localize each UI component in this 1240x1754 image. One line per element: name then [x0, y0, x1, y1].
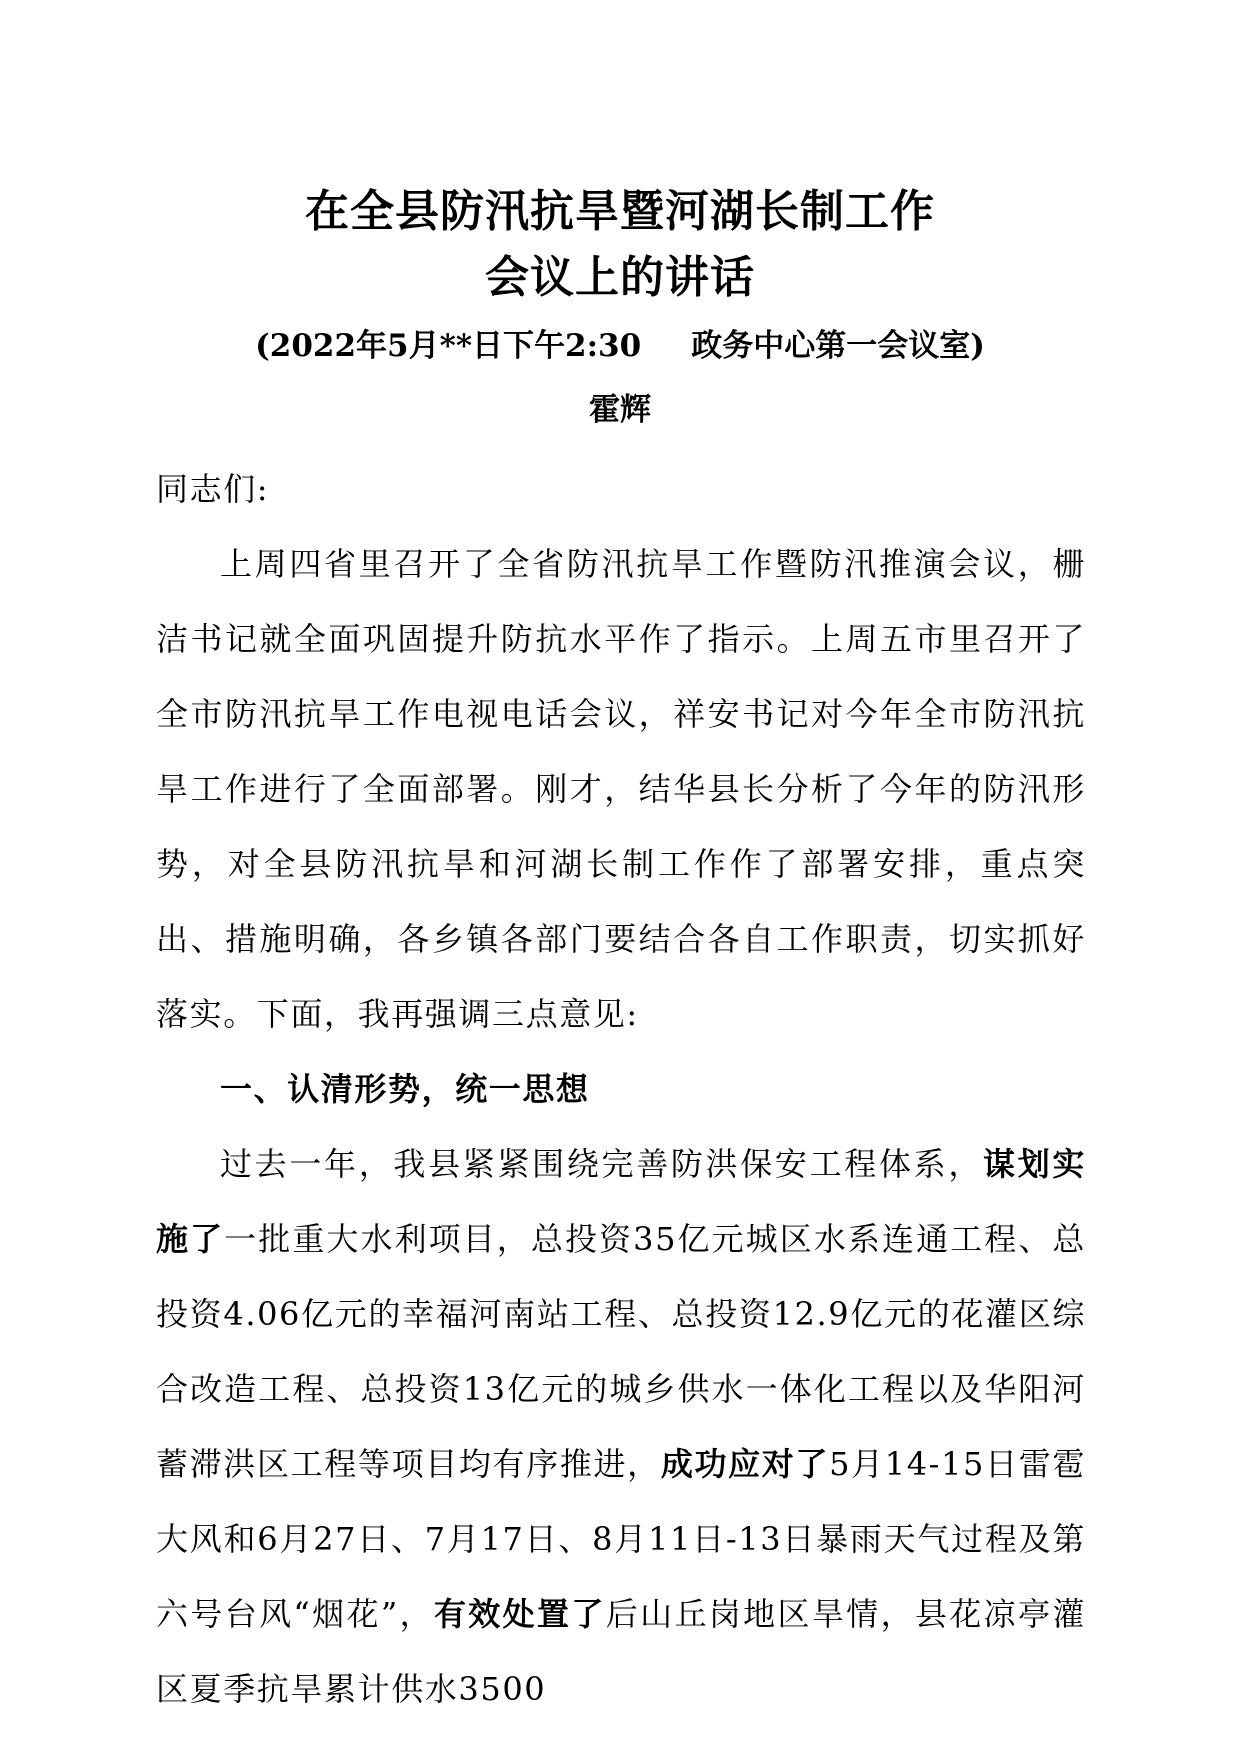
meeting-info: [0, 326, 1240, 366]
salutation: 同志们:: [156, 470, 270, 508]
section-heading-1: 一、认清形势，统一思想: [220, 1070, 590, 1108]
paragraph-review-text-2: 一批重大水利项目，总投资35亿元城区水系连通工程、总投资4.06亿元的幸福河南站工程、总投资12.9亿元的花灌区综合改造工程、总投资13亿元的城乡供水一体化工程以及华阳河蓄滞洪区工程等项目均有序推进，: [156, 1220, 1087, 1483]
emphasis-handled: 有效处置了: [433, 1595, 606, 1633]
paragraph-intro: 上周四省里召开了全省防汛抗旱工作暨防汛推演会议，栅洁书记就全面巩固提升防抗水平作了指示。上周五市里召开了全市防汛抗旱工作电视电话会议，祥安书记对今年全市防汛抗旱工作进行了全面部署。刚才，结华县长分析了今年的防汛形势，对全县防汛抗旱和河湖长制工作作了部署安排，重点突出、措施明确，各乡镇各部门要结合各自工作职责，切实抓好落实。下面，我再强调三点意见:: [156, 545, 1086, 1033]
paragraph-review-text-1: 过去一年，我县紧紧围绕完善防洪保安工程体系，: [220, 1145, 984, 1183]
emphasis-responded: 成功应对了: [660, 1445, 830, 1483]
meeting-place: 政务中心第一会议室): [691, 328, 985, 364]
document-title-line-1: 在全县防汛抗旱暨河湖长制工作: [305, 186, 935, 237]
paragraph-review-text-4: 后山丘岗地区旱情，县花凉亭灌区夏季抗旱累计供水3500: [156, 1595, 1086, 1708]
speech-body: [156, 452, 1086, 1727]
speaker-name: 霍辉: [589, 392, 651, 428]
paragraph-review-text-3: 5月14-15日雷雹大风和6月27日、7月17日、8月11日-13日暴雨天气过程及第六号台风“烟花”，: [156, 1445, 1086, 1633]
document-title-line-2: 会议上的讲话: [485, 252, 755, 303]
emphasis-planned: 谋划实施了: [156, 1145, 1086, 1258]
meeting-time: (2022年5月**日下午2:30: [255, 328, 642, 364]
paragraph-review: [156, 1127, 1086, 1727]
